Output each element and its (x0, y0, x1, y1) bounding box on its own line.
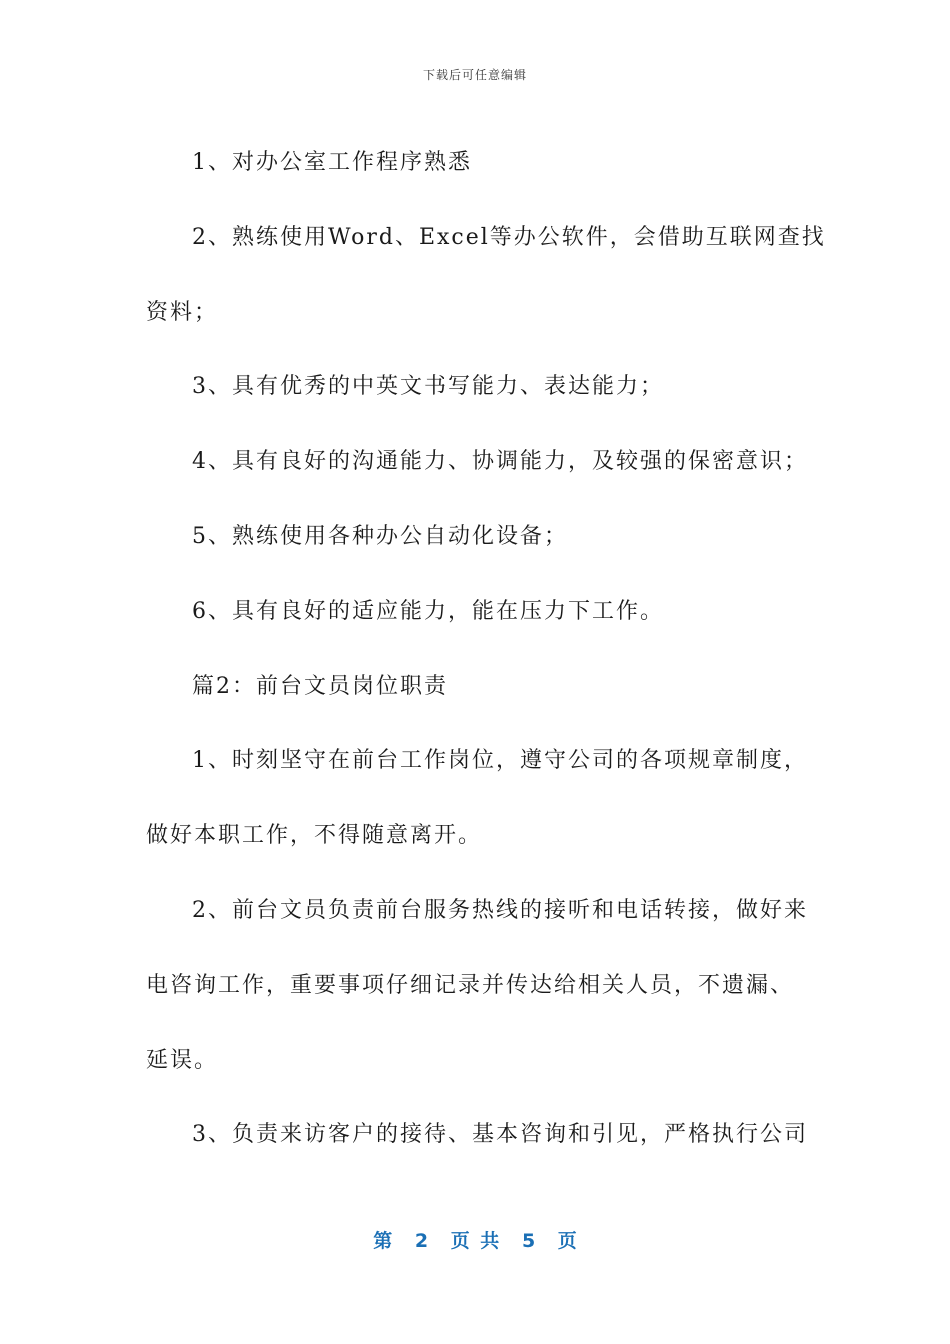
paragraph-line: 6、具有良好的适应能力，能在压力下工作。 (192, 598, 664, 624)
footer-total-pages: 5 (521, 1230, 536, 1252)
paragraph-line: 2、前台文员负责前台服务热线的接听和电话转接，做好来 (192, 897, 808, 923)
paragraph-line: 1、对办公室工作程序熟悉 (192, 150, 472, 175)
paragraph-line: 做好本职工作，不得随意离开。 (146, 823, 483, 849)
paragraph-line: 3、具有优秀的中英文书写能力、表达能力； (192, 374, 664, 400)
paragraph-line: 3、负责来访客户的接待、基本咨询和引见，严格执行公司 (192, 1122, 808, 1148)
footer-suffix: 页 (557, 1230, 577, 1252)
paragraph-line: 2、熟练使用Word、Excel等办公软件，会借助互联网查找 (192, 224, 826, 250)
section-heading: 篇2：前台文员岗位职责 (192, 673, 448, 699)
paragraph-line: 4、具有良好的沟通能力、协调能力，及较强的保密意识； (192, 449, 808, 475)
document-body (146, 126, 826, 1173)
paragraph-line: 1、时刻坚守在前台工作岗位，遵守公司的各项规章制度， (192, 748, 808, 774)
paragraph-line: 5、熟练使用各种办公自动化设备； (192, 523, 568, 549)
paragraph-line: 资料； (146, 299, 219, 325)
footer-prefix: 第 (373, 1230, 393, 1252)
paragraph-line: 延误。 (146, 1047, 219, 1073)
page-number-footer (0, 1226, 950, 1253)
footer-current-page: 2 (414, 1230, 429, 1252)
page-header-note: 下载后可任意编辑 (422, 68, 527, 82)
footer-middle: 页 共 (450, 1230, 500, 1252)
paragraph-line: 电咨询工作，重要事项仔细记录并传达给相关人员，不遗漏、 (146, 972, 795, 998)
